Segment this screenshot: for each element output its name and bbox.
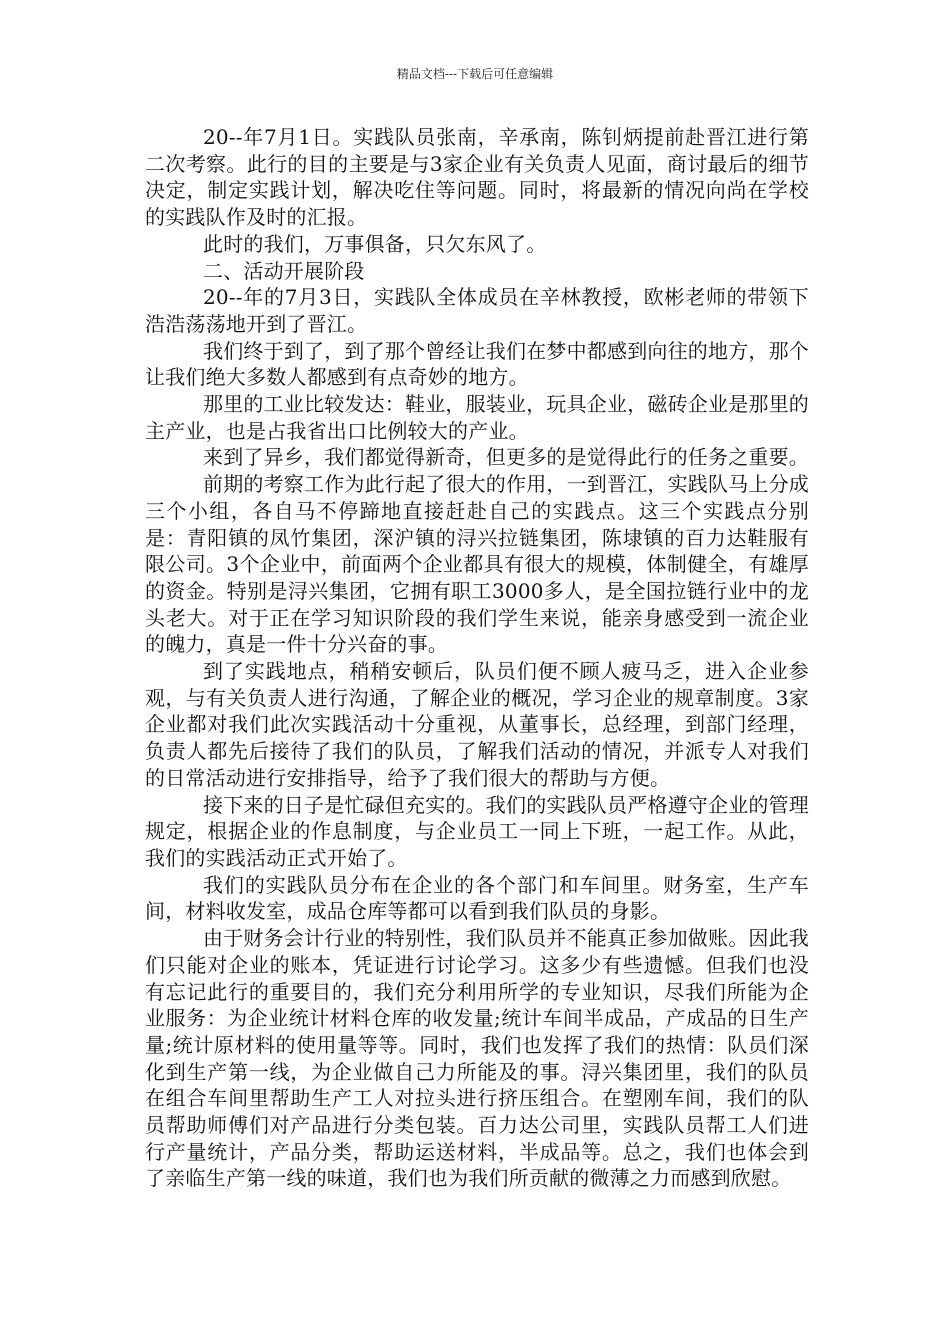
section-heading: 二、活动开展阶段 — [203, 258, 365, 283]
paragraph-9: 接下来的日子是忙碌但充实的。我们的实践队员严格遵守企业的管理规定，根据企业的作息制度，与企业员工一同上下班，一起工作。从此，我们的实践活动正式开始了。 — [145, 792, 809, 870]
paragraph-8: 到了实践地点，稍稍安顿后，队员们便不顾人疲马乏，进入企业参观，与有关负责人进行沟通，了解企业的概况，学习企业的规章制度。3家企业都对我们此次实践活动十分重视，从董事长，总经理，到部门经理，负责人都先后接待了我们的队员，了解我们活动的情况，并派专人对我们的日常活动进行安排指导，给予了我们很大的帮助与方便。 — [145, 659, 809, 790]
paragraph-1: 20--年7月1日。实践队员张南，辛承南，陈钊炳提前赴晋江进行第二次考察。此行的目的主要是与3家企业有关负责人见面，商讨最后的细节决定，制定实践计划，解决吃住等问题。同时，将最新的情况向尚在学校的实践队作及时的汇报。 — [145, 125, 809, 230]
paragraph-2: 此时的我们，万事俱备，只欠东风了。 — [203, 231, 547, 256]
paragraph-10: 我们的实践队员分布在企业的各个部门和车间里。财务室，生产车间，材料收发室，成品仓库等都可以看到我们队员的身影。 — [145, 872, 809, 924]
paragraph-3: 20--年的7月3日，实践队全体成员在辛林教授，欧彬老师的带领下浩浩荡荡地开到了晋江。 — [145, 285, 809, 336]
paragraph-7: 前期的考察工作为此行起了很大的作用，一到晋江，实践队马上分成三个小组，各自马不停蹄地直接赶赴自己的实践点。这三个实践点分别是：青阳镇的凤竹集团，深沪镇的浔兴拉链集团，陈埭镇的百力达鞋服有限公司。3个企业中，前面两个企业都具有很大的规模，体制健全，有雄厚的资金。特别是浔兴集团，它拥有职工3000多人，是全国拉链行业中的龙头老大。对于正在学习知识阶段的我们学生来说，能亲身感受到一流企业的魄力，真是一件十分兴奋的事。 — [145, 472, 809, 657]
paragraph-11: 由于财务会计行业的特别性，我们队员并不能真正参加做账。因此我们只能对企业的账本，凭证进行讨论学习。这多少有些遗憾。但我们也没有忘记此行的重要目的，我们充分利用所学的专业知识，尽我们所能为企业服务：为企业统计材料仓库的收发量;统计车间半成品，产成品的日生产量;统计原材料的使用量等等。同时，我们也发挥了我们的热情：队员们深化到生产第一线，为企业做自己力所能及的事。浔兴集团里，我们的队员在组合车间里帮助生产工人对拉头进行挤压组合。在塑刚车间，我们的队员帮助师傅们对产品进行分类包装。百力达公司里，实践队员帮工人们进行产量统计，产品分类，帮助运送材料，半成品等。总之，我们也体会到了亲临生产第一线的味道，我们也为我们所贡献的微薄之力而感到欣慰。 — [145, 926, 809, 1191]
paragraph-6: 来到了异乡，我们都觉得新奇，但更多的是觉得此行的任务之重要。 — [203, 445, 809, 470]
page-header: 精品文档---下载后可任意编辑 — [396, 67, 554, 81]
paragraph-4: 我们终于到了，到了那个曾经让我们在梦中都感到向往的地方，那个让我们绝大多数人都感到有点奇妙的地方。 — [145, 338, 809, 390]
document-body — [145, 124, 809, 1192]
paragraph-5: 那里的工业比较发达：鞋业，服装业，玩具企业，磁砖企业是那里的主产业，也是占我省出口比例较大的产业。 — [145, 392, 809, 443]
